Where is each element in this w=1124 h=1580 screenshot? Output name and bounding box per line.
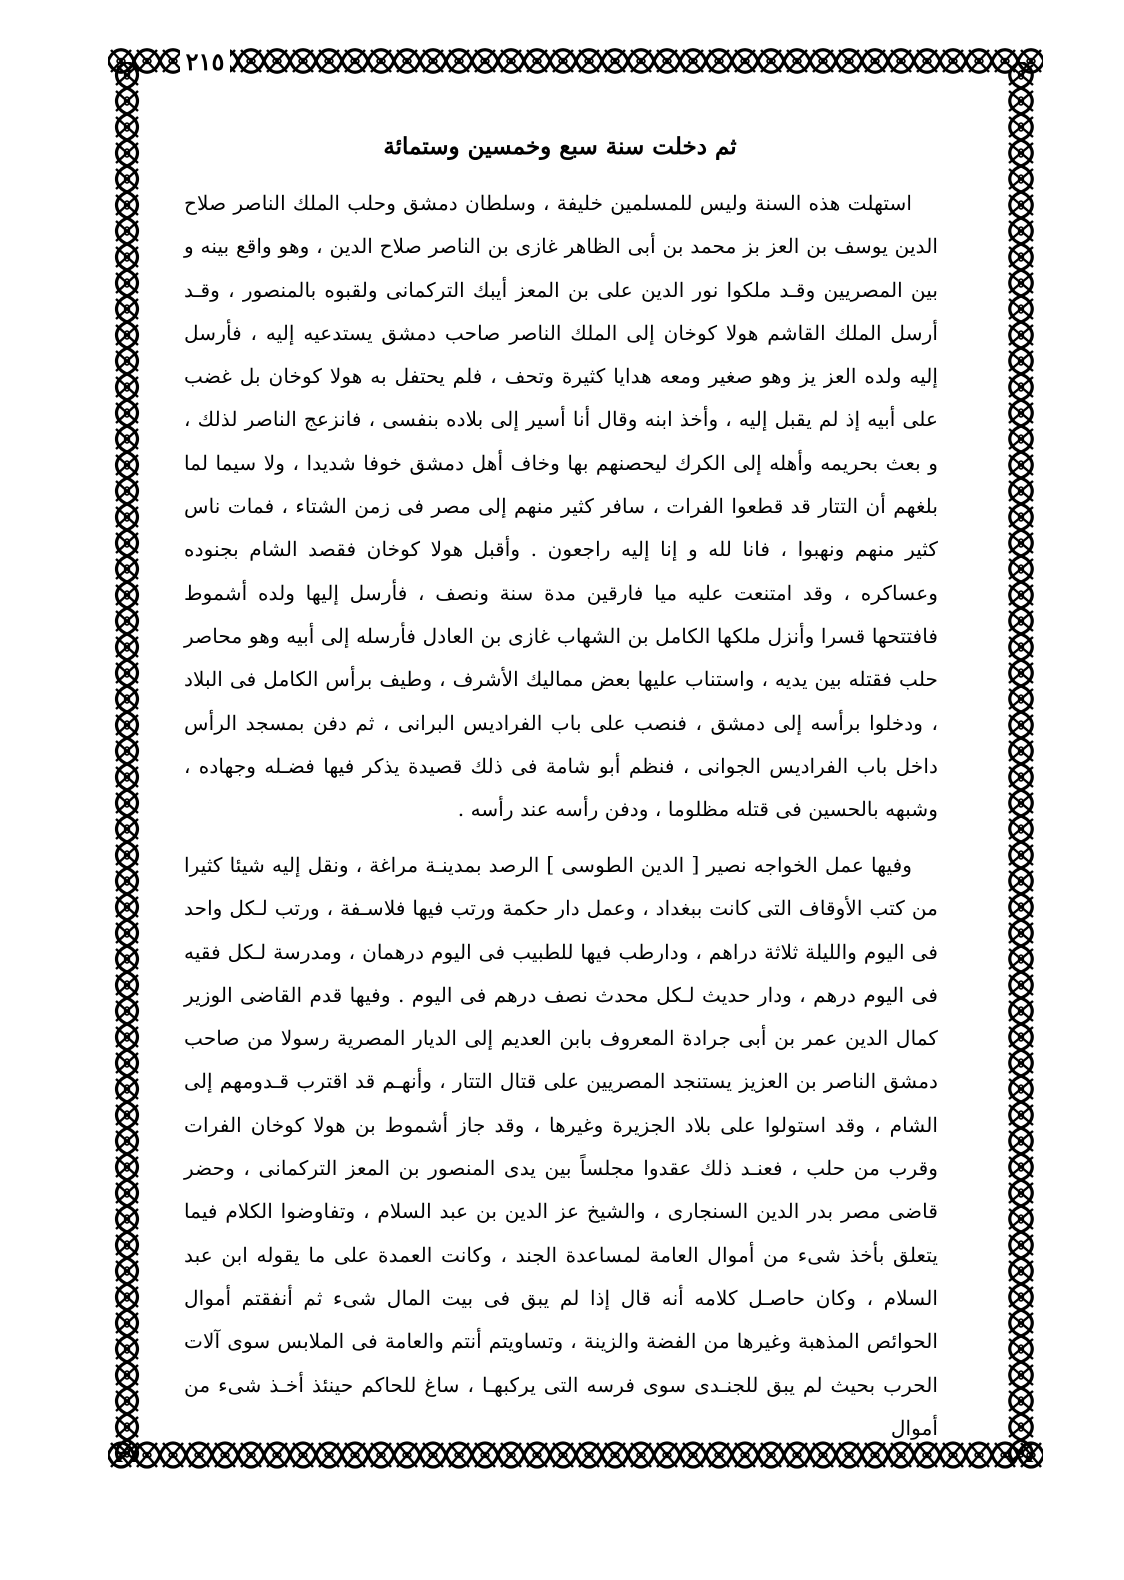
ornamental-border-right (1000, 62, 1042, 1462)
page-number: ٢١٥ (180, 48, 230, 76)
ornamental-border-top (108, 40, 1043, 82)
body-text (184, 182, 938, 1450)
paragraph-1: استهلت هذه السنة وليس للمسلمين خليفة ، وسلطان دمشق وحلب الملك الناصر صلاح الدين يوسف بن العز بز محمد بن أبى الظاهر غازى بن الناصر صلاح الدين ، وهو واقع بينه و بين المصريين وقـد ملكوا نور الدين على بن المعز أيبك التركمانى ولقبوه بالمنصور ، وقـد أرسل الملك القاشم هولا كوخان إلى الملك الناصر صاحب دمشق يستدعيه إليه ، فأرسل إليه ولده العز يز وهو صغير ومعه هدايا كثيرة وتحف ، فلم يحتفل به هولا كوخان بل غضب على أبيه إذ لم يقبل إليه ، وأخذ ابنه وقال أنا أسير إلى بلاده بنفسى ، فانزعج الناصر لذلك ، و بعث بحريمه وأهله إلى الكرك ليحصنهم بها وخاف أهل دمشق خوفا شديدا ، ولا سيما لما بلغهم أن التتار قد قطعوا الفرات ، سافر كثير منهم إلى مصر فى زمن الشتاء ، فمات ناس كثير منهم ونهبوا ، فانا لله و إنا إليه راجعون . وأقبل هولا كوخان فقصد الشام بجنوده وعساكره ، وقد امتنعت عليه ميا فارقين مدة سنة ونصف ، فأرسل إليها ولده أشموط فافتتحها قسرا وأنزل ملكها الكامل بن الشهاب غازى بن العادل فأرسله إلى أبيه وهو محاصر حلب فقتله بين يديه ، واستناب عليها بعض مماليك الأشرف ، وطيف برأس الكامل فى البلاد ، ودخلوا برأسه إلى دمشق ، فنصب على باب الفراديس البرانى ، ثم دفن بمسجد الرأس داخل باب الفراديس الجوانى ، فنظم أبو شامة فى ذلك قصيدة يذكر فيها فضـله وجهاده ، وشبهه بالحسين فى قتله مظلوما ، ودفن رأسه عند رأسه . (184, 191, 938, 822)
paragraph-2: وفيها عمل الخواجه نصير [ الدين الطوسى ] الرصد بمدينـة مراغة ، ونقل إليه شيئا كثيرا من كتب الأوقاف التى كانت ببغداد ، وعمل دار حكمة ورتب فيها فلاسـفة ، ورتب لـكل واحد فى اليوم والليلة ثلاثة دراهم ، ودارطب فيها للطبيب فى اليوم درهمان ، ومدرسة لـكل فقيه فى اليوم درهم ، ودار حديث لـكل محدث نصف درهم فى اليوم . وفيها قدم القاضى الوزير كمال الدين عمر بن أبى جرادة المعروف بابن العديم إلى الديار المصرية رسولا من صاحب دمشق الناصر بن العزيز يستنجد المصريين على قتال التتار ، وأنهـم قد اقترب قـدومهم إلى الشام ، وقد استولوا على بلاد الجزيرة وغيرها ، وقد جاز أشموط بن هولا كوخان الفرات وقرب من حلب ، فعنـد ذلك عقدوا مجلساً بين يدى المنصور بن المعز التركمانى ، وحضر قاضى مصر بدر الدين السنجارى ، والشيخ عز الدين بن عبد السلام ، وتفاوضوا الكلام فيما يتعلق بأخذ شىء من أموال العامة لمساعدة الجند ، وكانت العمدة على ما يقوله ابن عبد السلام ، وكان حاصـل كلامه أنه قال إذا لم يبق فى بيت المال شىء ثم أنفقتم أموال الحوائص المذهبة وغيرها من الفضة والزينة ، وتساويتم أنتم والعامة فى الملابس سوى آلات الحرب بحيث لم يبق للجنـدى سوى فرسه التى يركبهـا ، ساغ للحاكم حينئذ أخـذ شىء من أموال (184, 853, 938, 1440)
ornamental-border-left (108, 62, 146, 1462)
chapter-heading: ثم دخلت سنة سبع وخمسين وستمائة (383, 133, 737, 160)
